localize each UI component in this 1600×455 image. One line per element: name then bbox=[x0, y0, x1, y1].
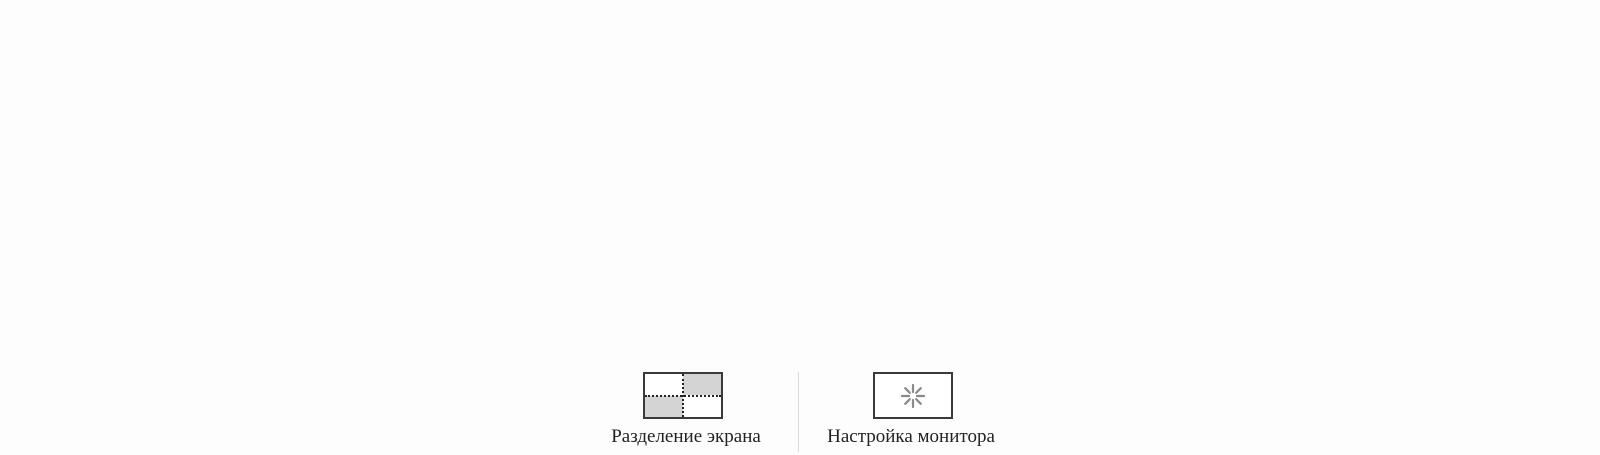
bottom-toolbar bbox=[0, 372, 1600, 455]
brightness-icon bbox=[875, 374, 951, 417]
monitor-settings-label: Настройка монитора bbox=[827, 426, 995, 447]
split-divider-horizontal bbox=[645, 395, 721, 397]
split-quadrant-top-left bbox=[645, 374, 683, 395]
split-quadrant-bottom-left bbox=[645, 396, 683, 417]
split-screen-label: Разделение экрана bbox=[611, 426, 761, 447]
split-quadrant-bottom-right bbox=[683, 396, 721, 417]
toolbar-separator bbox=[798, 372, 799, 452]
split-screen-icon bbox=[643, 372, 723, 419]
split-quadrant-top-right bbox=[683, 374, 721, 395]
monitor-icon bbox=[873, 372, 953, 419]
